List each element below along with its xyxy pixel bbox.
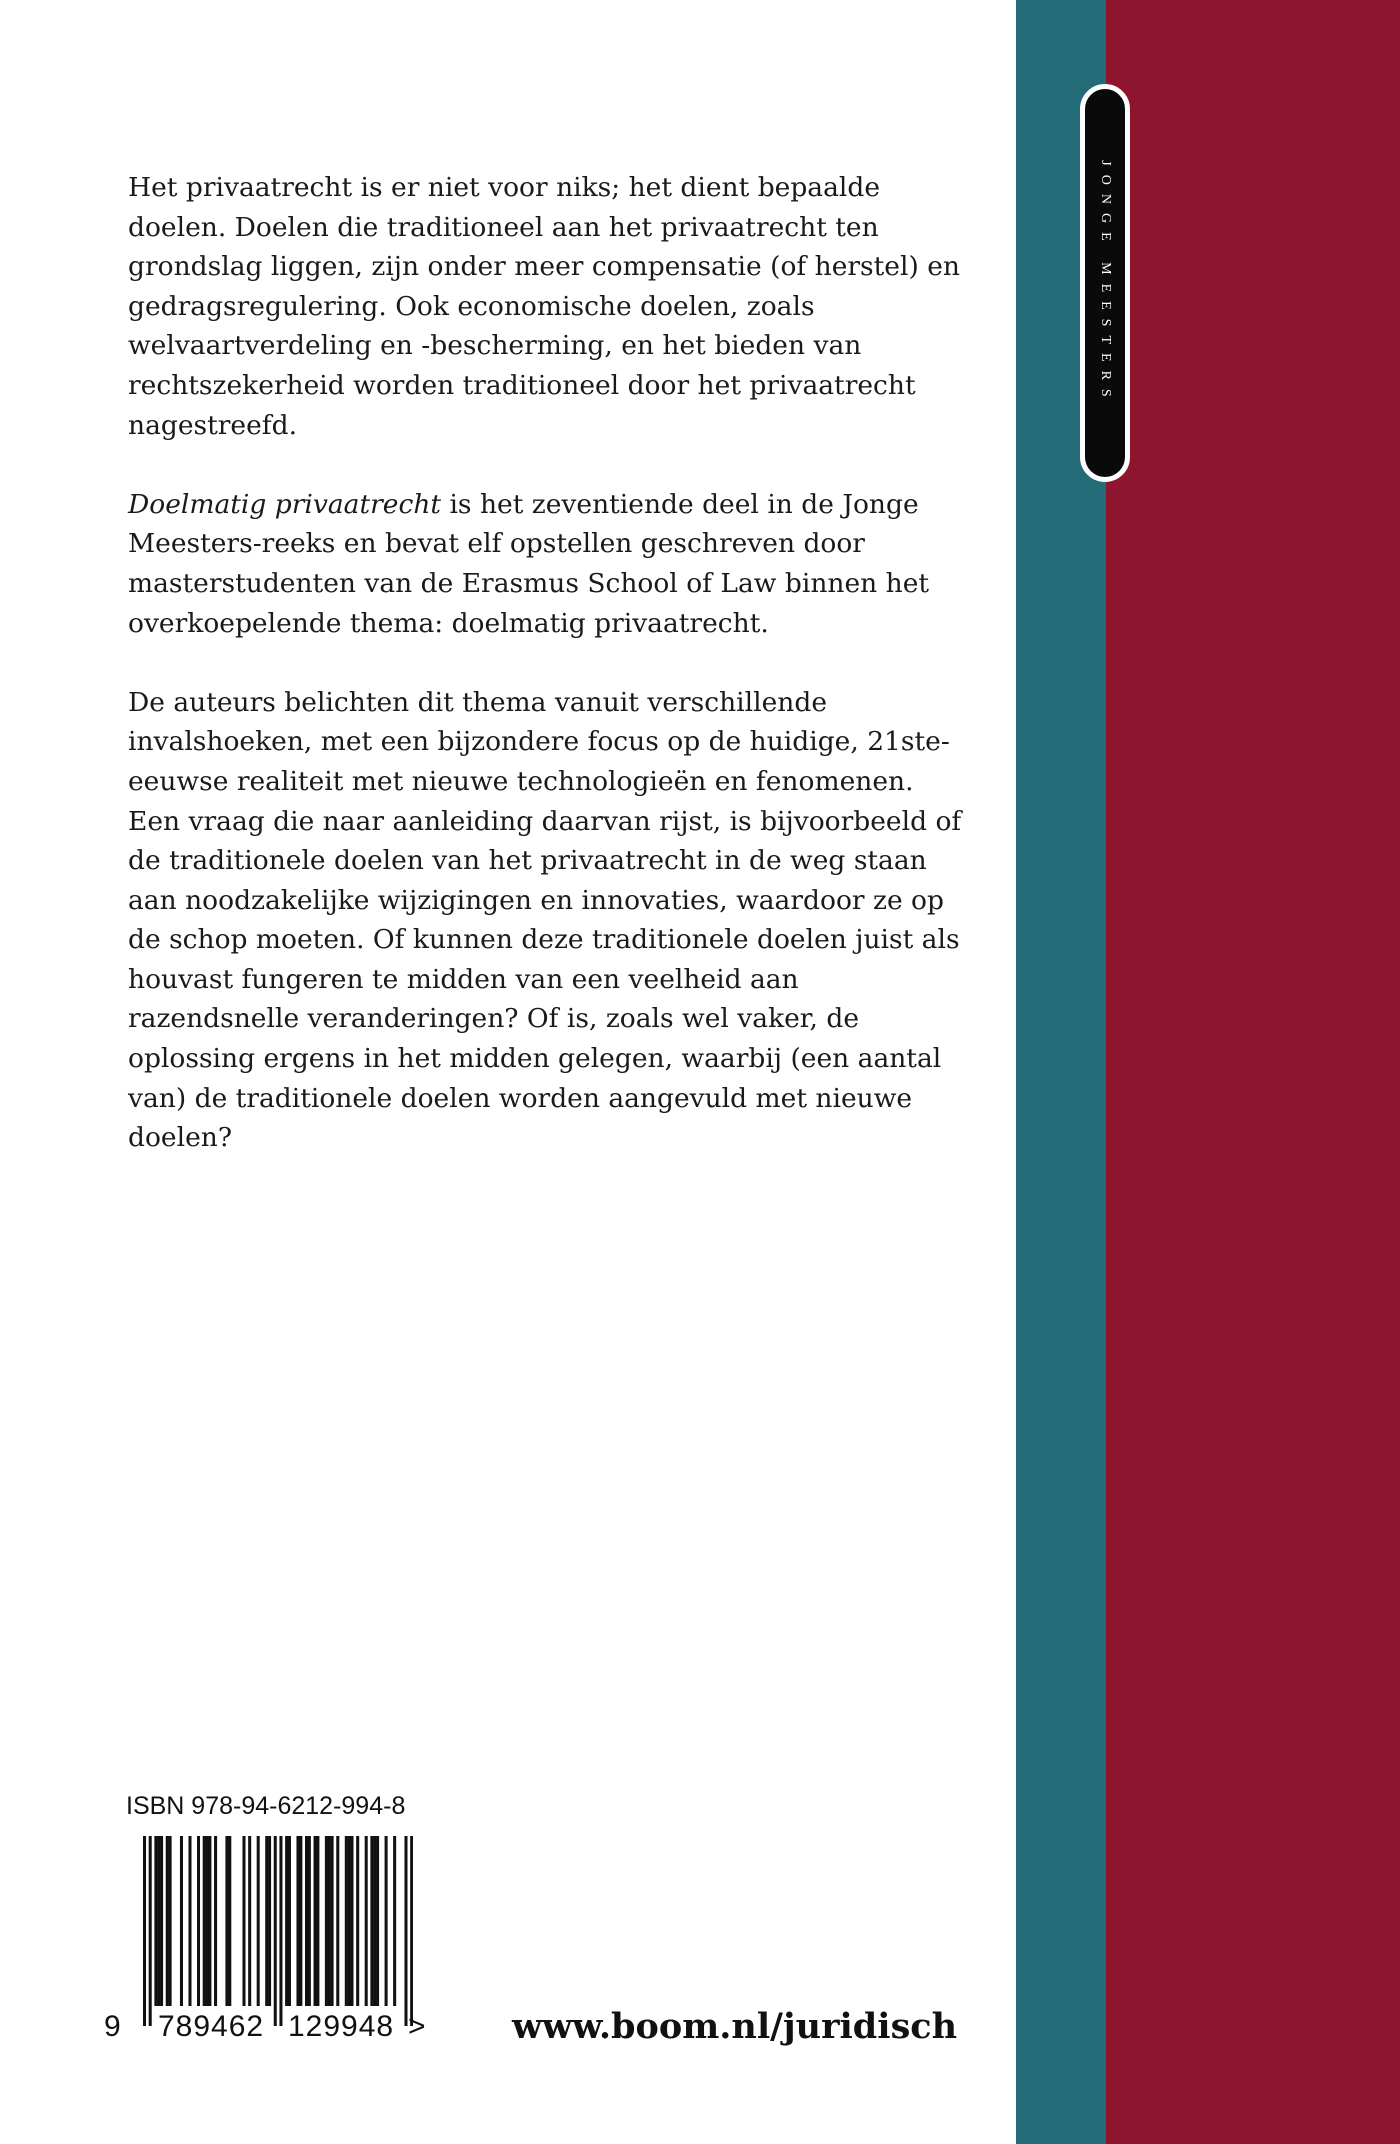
barcode-bar [393,1836,396,2006]
barcode-bar [154,1836,157,2006]
barcode-bar [325,1836,328,2006]
barcode-bar [299,1836,302,2006]
barcode-bar [410,1836,413,2026]
barcode-digit-first: 9 [104,2010,121,2043]
barcode-bar [370,1836,373,2006]
cover-red-band [1106,0,1400,2144]
barcode-bar [274,1836,277,2026]
series-badge [1080,84,1130,482]
isbn-barcode [143,1836,413,2026]
barcode-bar [157,1836,160,2006]
barcode-bar [350,1836,353,2006]
barcode-bar [345,1836,348,2006]
barcode-quiet-zone-arrow: > [408,2010,426,2043]
barcode-bar [376,1836,379,2006]
barcode-bar [166,1836,169,2006]
barcode-bar [197,1836,200,2006]
barcode-bar [356,1836,359,2006]
blurb-paragraph-2-text: is het zeventiende deel in de Jonge Meesters-reeks en bevat elf opstellen geschreven door masterstudenten van de Erasmus School of Law binnen het overkoepelende thema: doelmatig privaatrecht. [128,488,930,639]
barcode-bar [160,1836,163,2006]
barcode-bar [285,1836,288,2006]
barcode-bar [214,1836,217,2006]
barcode-bar [296,1836,299,2006]
publisher-website: www.boom.nl/juridisch [512,2006,958,2047]
barcode-bar [328,1836,331,2006]
barcode-bar [365,1836,368,2006]
barcode-bar [385,1836,388,2006]
barcode-bar [268,1836,271,2006]
blurb-paragraph-3: De auteurs belichten dit thema vanuit verschillende invalshoeken, met een bijzondere focus op de huidige, 21ste-eeuwse realiteit met nieuwe technologieën en fenomenen. Een vraag die naar aanleiding daarvan rijst, is bijvoorbeeld of de traditionele doelen van het privaatrecht in de weg staan aan noodzakelijke wijzigingen en innovaties, waardoor ze op de schop moeten. Of kunnen deze traditionele doelen juist als houvast fungeren te midden van een veelheid aan razendsnelle veranderingen? Of is, zoals wel vaker, de oplossing ergens in het midden gelegen, waarbij (een aantal van) de traditionele doelen worden aangevuld met nieuwe doelen? [128,686,962,1154]
barcode-bar [225,1836,228,2006]
barcode-bar [188,1836,191,2006]
barcode-bar [336,1836,339,2006]
barcode-bar [373,1836,376,2006]
back-cover-blurb [128,168,968,1197]
blurb-paragraph-2 [128,485,968,643]
barcode-bar [203,1836,206,2006]
barcode-bar [149,1836,152,2026]
barcode-bar [248,1836,251,2006]
barcode-bar [316,1836,319,2006]
barcode-bar [228,1836,231,2006]
barcode-bar [208,1836,211,2006]
book-title: Doelmatig privaatrecht [128,488,442,520]
barcode-bar [169,1836,172,2006]
barcode-bar [331,1836,334,2006]
barcode-bar [265,1836,268,2006]
barcode-digits-right: 129948 [288,2010,395,2043]
barcode-bar [257,1836,260,2006]
barcode-bar [143,1836,146,2026]
barcode-bar [242,1836,245,2006]
barcode-bar [305,1836,308,2006]
blurb-paragraph-1: Het privaatrecht is er niet voor niks; het dient bepaalde doelen. Doelen die traditioneel aan het privaatrecht ten grondslag liggen, zijn onder meer compensatie (of herstel) en gedragsregulering. Ook economische doelen, zoals welvaartverdeling en -bescherming, en het bieden van rechtszekerheid worden traditioneel door het privaatrecht nagestreefd. [128,172,960,441]
barcode-bar [404,1836,407,2026]
barcode-bar [206,1836,209,2006]
barcode-bar [348,1836,351,2006]
barcode-bar [279,1836,282,2026]
barcode-digits-left: 789462 [158,2010,265,2043]
barcode-bar [314,1836,317,2006]
barcode-bar [288,1836,291,2006]
barcode-bar [308,1836,311,2006]
isbn-label: ISBN 978-94-6212-994-8 [126,1792,406,1820]
series-label: JONGE MEESTERS [1098,160,1113,406]
barcode-bar [180,1836,183,2006]
